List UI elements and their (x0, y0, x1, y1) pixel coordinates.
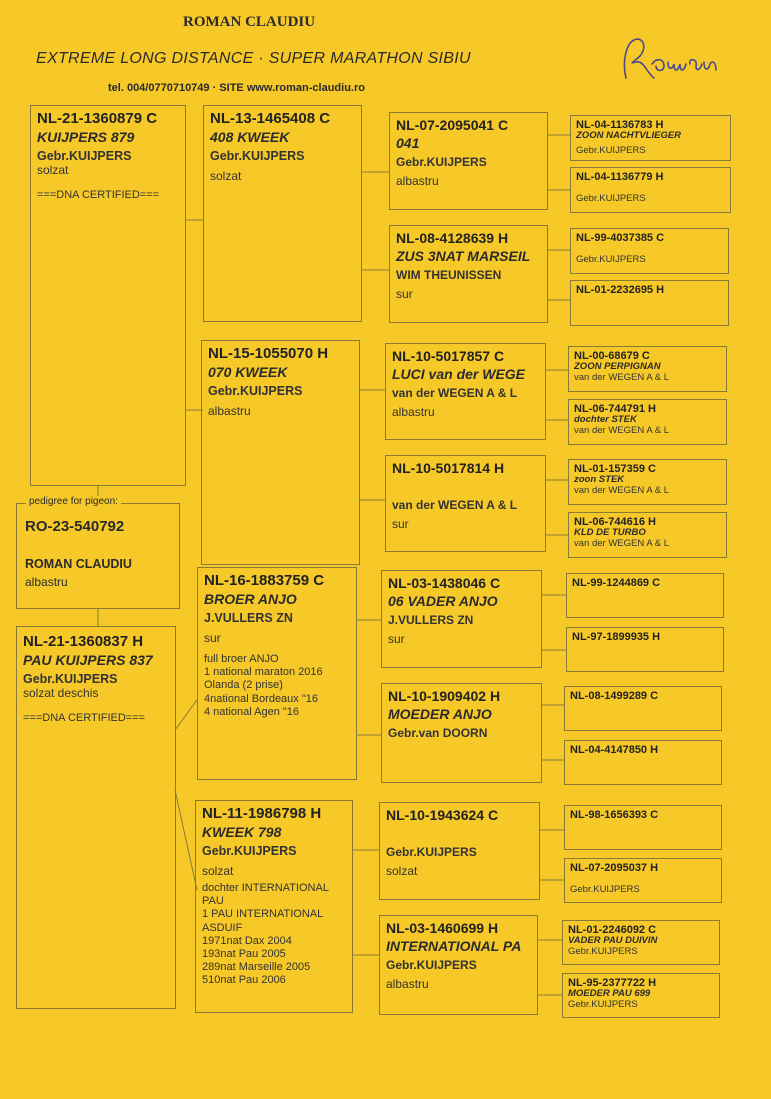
breeder: Gebr.KUIJPERS (568, 998, 638, 1010)
ancestor-card (566, 627, 724, 672)
color: albastru (208, 404, 251, 418)
pigeon-name: BROER ANJO (204, 591, 297, 607)
subject-color: albastru (25, 575, 68, 589)
ring-number: NL-11-1986798 H (202, 805, 322, 822)
color: sur (388, 632, 405, 646)
great-grandparent-card (379, 802, 540, 900)
breeder: Gebr.KUIJPERS (208, 384, 303, 398)
great-grandparent-card (389, 225, 548, 323)
breeder: Gebr.KUIJPERS (386, 958, 477, 972)
ring-number: NL-15-1055070 H (208, 345, 329, 362)
pigeon-name: ZOON NACHTVLIEGER (576, 130, 682, 141)
dam-dna: ===DNA CERTIFIED=== (23, 712, 146, 724)
pigeon-name (386, 825, 533, 841)
sire-card (30, 105, 186, 486)
breeder: van der WEGEN A & L (574, 424, 670, 436)
breeder: Gebr.KUIJPERS (386, 845, 477, 859)
breeder: Gebr.KUIJPERS (202, 844, 297, 858)
ring-number: NL-07-2095037 H (570, 862, 659, 874)
ancestor-card (570, 228, 729, 274)
dam-breeder: Gebr.KUIJPERS (23, 672, 118, 686)
pigeon-name: VADER PAU DUIVIN (568, 935, 658, 946)
great-grandparent-card (381, 683, 542, 783)
dam-name: PAU KUIJPERS 837 (23, 652, 153, 668)
pigeon-name: KLD DE TURBO (574, 527, 646, 538)
great-grandparent-card (389, 112, 548, 210)
ring-number: NL-10-1943624 C (386, 807, 499, 823)
note-line: 193nat Pau 2005 (202, 947, 286, 960)
breeder: van der WEGEN A & L (392, 498, 518, 512)
ring-number: NL-01-2246092 C (568, 924, 657, 936)
sire-color: solzat (37, 163, 69, 177)
ring-number: NL-08-4128639 H (396, 230, 509, 246)
ancestor-card (568, 346, 727, 392)
ring-number: NL-16-1883759 C (204, 572, 325, 589)
breeder: Gebr.KUIJPERS (576, 144, 646, 156)
dam-ring: NL-21-1360837 H (23, 633, 144, 650)
performance-notes (204, 653, 350, 719)
ancestor-card (568, 399, 727, 445)
ring-number: NL-01-2232695 H (576, 284, 665, 296)
ring-number: NL-06-744616 H (574, 516, 656, 528)
pigeon-name: LUCI van der WEGE (392, 366, 526, 382)
color: solzat (210, 169, 242, 183)
performance-notes (202, 882, 346, 988)
note-line: 4 national Agen "16 (204, 705, 300, 718)
pigeon-name: ZOON PERPIGNAN (574, 361, 661, 372)
great-grandparent-card (385, 343, 546, 440)
pigeon-name: MOEDER PAU 699 (568, 988, 651, 999)
sire-breeder: Gebr.KUIJPERS (37, 149, 132, 163)
sire-dna: ===DNA CERTIFIED=== (37, 189, 160, 201)
great-grandparent-card (379, 915, 538, 1015)
breeder: Gebr.KUIJPERS (576, 254, 646, 265)
breeder: Gebr.van DOORN (388, 726, 488, 740)
note-line: PAU (202, 895, 224, 908)
ring-number: NL-03-1438046 C (388, 575, 501, 591)
ancestor-card (568, 459, 727, 505)
breeder: van der WEGEN A & L (574, 371, 670, 383)
breeder: van der WEGEN A & L (574, 484, 670, 496)
breeder: Gebr.KUIJPERS (570, 884, 640, 895)
breeder: Gebr.KUIJPERS (568, 945, 638, 957)
breeder: Gebr.KUIJPERS (576, 193, 646, 204)
ring-number: NL-95-2377722 H (568, 977, 657, 989)
ring-number: NL-10-5017857 C (392, 348, 505, 364)
ring-number: NL-07-2095041 C (396, 117, 509, 133)
note-line: ASDUIF (202, 921, 243, 934)
grandparent-card (197, 567, 357, 780)
note-line: 510nat Pau 2006 (202, 974, 286, 987)
pigeon-name: 408 KWEEK (210, 129, 290, 145)
color: albastru (392, 405, 435, 419)
ring-number: NL-10-1909402 H (388, 688, 501, 704)
subject-card (16, 503, 180, 609)
pigeon-name: KWEEK 798 (202, 824, 282, 840)
breeder-name: ROMAN CLAUDIU (183, 14, 316, 30)
subject-ring: RO-23-540792 (25, 518, 125, 535)
ancestor-card (568, 512, 727, 558)
breeder: van der WEGEN A & L (392, 386, 518, 400)
pigeon-name: 06 VADER ANJO (388, 593, 498, 609)
color: sur (392, 517, 409, 531)
breeder: van der WEGEN A & L (574, 537, 670, 549)
pigeon-name: INTERNATIONAL PA (386, 938, 522, 954)
ring-number: NL-99-4037385 C (576, 232, 665, 244)
note-line: 1971nat Dax 2004 (202, 934, 292, 947)
breeder: Gebr.KUIJPERS (396, 155, 487, 169)
note-line: 289nat Marseille 2005 (202, 961, 311, 974)
ring-number: NL-04-1136779 H (576, 171, 664, 183)
ancestor-card (570, 280, 729, 326)
color: solzat (386, 864, 418, 878)
ring-number: NL-99-1244869 C (572, 577, 661, 589)
ancestor-card (562, 973, 720, 1018)
pigeon-name: dochter STEK (574, 414, 637, 425)
ring-number: NL-10-5017814 H (392, 460, 505, 476)
grandparent-card (203, 105, 362, 322)
dam-color: solzat deschis (23, 686, 99, 700)
grandparent-card (195, 800, 353, 1013)
note-line: dochter INTERNATIONAL (202, 882, 329, 894)
breeder: J.VULLERS ZN (388, 613, 474, 627)
ring-number: NL-06-744791 H (574, 403, 656, 415)
ring-number: NL-13-1465408 C (210, 110, 331, 127)
ancestor-card (566, 573, 724, 618)
ancestor-card (562, 920, 720, 965)
pigeon-name: zoon STEK (574, 474, 625, 485)
grandparent-card (201, 340, 360, 565)
contact-line: tel. 004/0770710749 · SITE www.roman-claudiu.ro (108, 82, 365, 94)
sire-ring: NL-21-1360879 C (37, 110, 158, 127)
dam-card (16, 626, 176, 1009)
sire-name: KUIJPERS 879 (37, 129, 135, 145)
ring-number: NL-00-68679 C (574, 350, 650, 362)
subtitle: EXTREME LONG DISTANCE · SUPER MARATHON SIBIU (36, 50, 471, 67)
note-line: 4national Bordeaux "16 (204, 692, 318, 705)
note-line: 1 PAU INTERNATIONAL (202, 908, 324, 921)
subject-owner: ROMAN CLAUDIU (25, 557, 132, 571)
color: sur (396, 287, 413, 301)
great-grandparent-card (385, 455, 546, 552)
breeder: J.VULLERS ZN (204, 611, 293, 625)
ring-number: NL-97-1899935 H (572, 631, 661, 643)
pedigree-label: pedigree for pigeon: (26, 496, 121, 507)
pigeon-name: 070 KWEEK (208, 364, 288, 380)
note-line: Olanda (2 prise) (204, 679, 283, 692)
ring-number: NL-04-1136783 H (576, 119, 664, 131)
ancestor-card (564, 805, 722, 850)
color: solzat (202, 864, 234, 878)
note-line: 1 national maraton 2016 (204, 666, 323, 679)
ring-number: NL-04-4147850 H (570, 744, 659, 756)
breeder: WIM THEUNISSEN (396, 268, 502, 282)
ancestor-card (564, 740, 722, 785)
color: sur (204, 631, 221, 645)
pigeon-name: MOEDER ANJO (388, 706, 492, 722)
ancestor-card (570, 115, 731, 161)
breeder: Gebr.KUIJPERS (210, 149, 305, 163)
great-grandparent-card (381, 570, 542, 668)
ancestor-card (564, 686, 722, 731)
note-line: full broer ANJO (204, 653, 279, 665)
color: albastru (386, 977, 429, 991)
ring-number: NL-08-1499289 C (570, 690, 659, 702)
color: albastru (396, 174, 439, 188)
ancestor-card (570, 167, 731, 213)
ring-number: NL-98-1656393 C (570, 809, 659, 821)
pigeon-name: ZUS 3NAT MARSEIL (396, 248, 531, 264)
pigeon-name: 041 (396, 135, 420, 151)
ring-number: NL-03-1460699 H (386, 920, 499, 936)
pigeon-name (392, 478, 539, 494)
ancestor-card (564, 858, 722, 903)
ring-number: NL-01-157359 C (574, 463, 656, 475)
